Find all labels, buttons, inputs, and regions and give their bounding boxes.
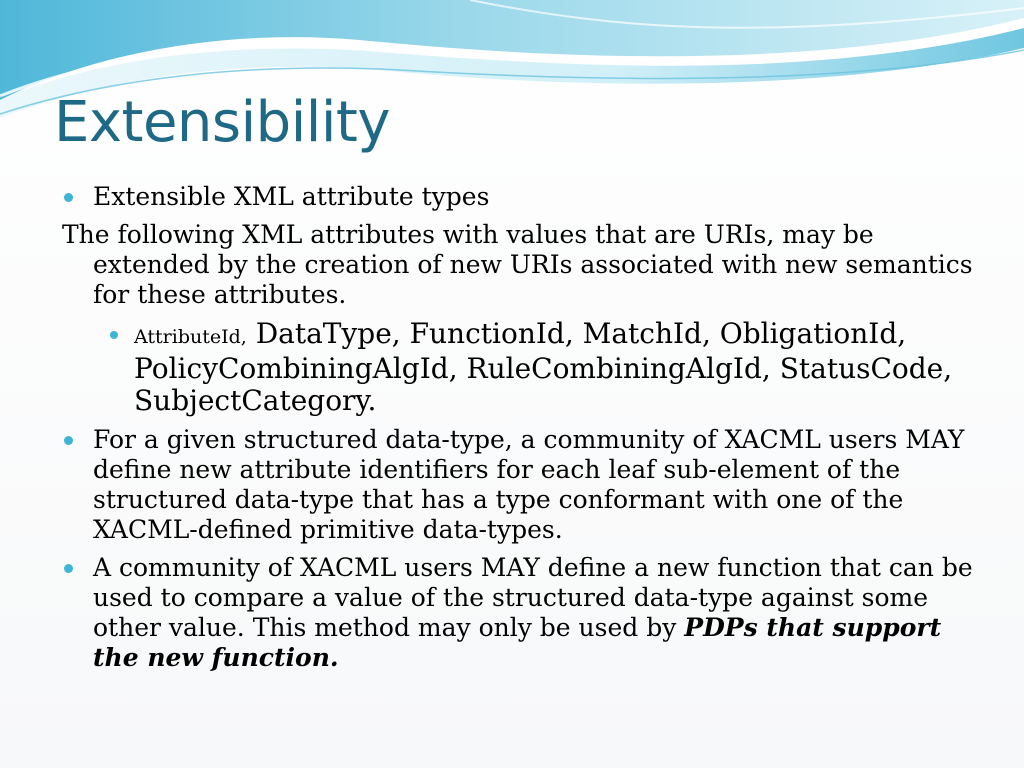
bullet-icon	[110, 331, 118, 339]
bullet-text: For a given structured data-type, a community of XACML users MAY define new attribute identifiers for each leaf sub-element of the structured data-type that has a type conformant with one of the XACML-defined primitive data-types.	[93, 425, 965, 544]
bullet-item	[62, 182, 982, 212]
bullet-item	[62, 553, 982, 673]
slide-title: Extensibility	[54, 90, 390, 155]
sub-bullet-lead-text: AttributeId,	[134, 326, 247, 348]
slide-body	[62, 182, 982, 681]
bullet-icon	[64, 436, 73, 445]
bullet-icon	[64, 193, 73, 202]
bullet-icon	[64, 564, 73, 573]
sub-bullet-text: DataType, FunctionId, MatchId, ObligationId, PolicyCombiningAlgId, RuleCombiningAlgId, StatusCode, SubjectCategory.	[134, 317, 953, 417]
bullet-text: A community of XACML users MAY define a new function that can be used to compare a value of the structured data-type against some other value. This method may only be used by	[93, 553, 973, 642]
paragraph-text: The following XML attributes with values that are URIs, may be extended by the creation of new URIs associated with new semantics for these attributes.	[62, 220, 973, 309]
bullet-emphasis-text: PDPs that support the new function.	[93, 613, 942, 672]
bullet-text: Extensible XML attribute types	[93, 182, 490, 211]
sub-bullet-item	[62, 318, 982, 417]
bullet-item	[62, 425, 982, 545]
